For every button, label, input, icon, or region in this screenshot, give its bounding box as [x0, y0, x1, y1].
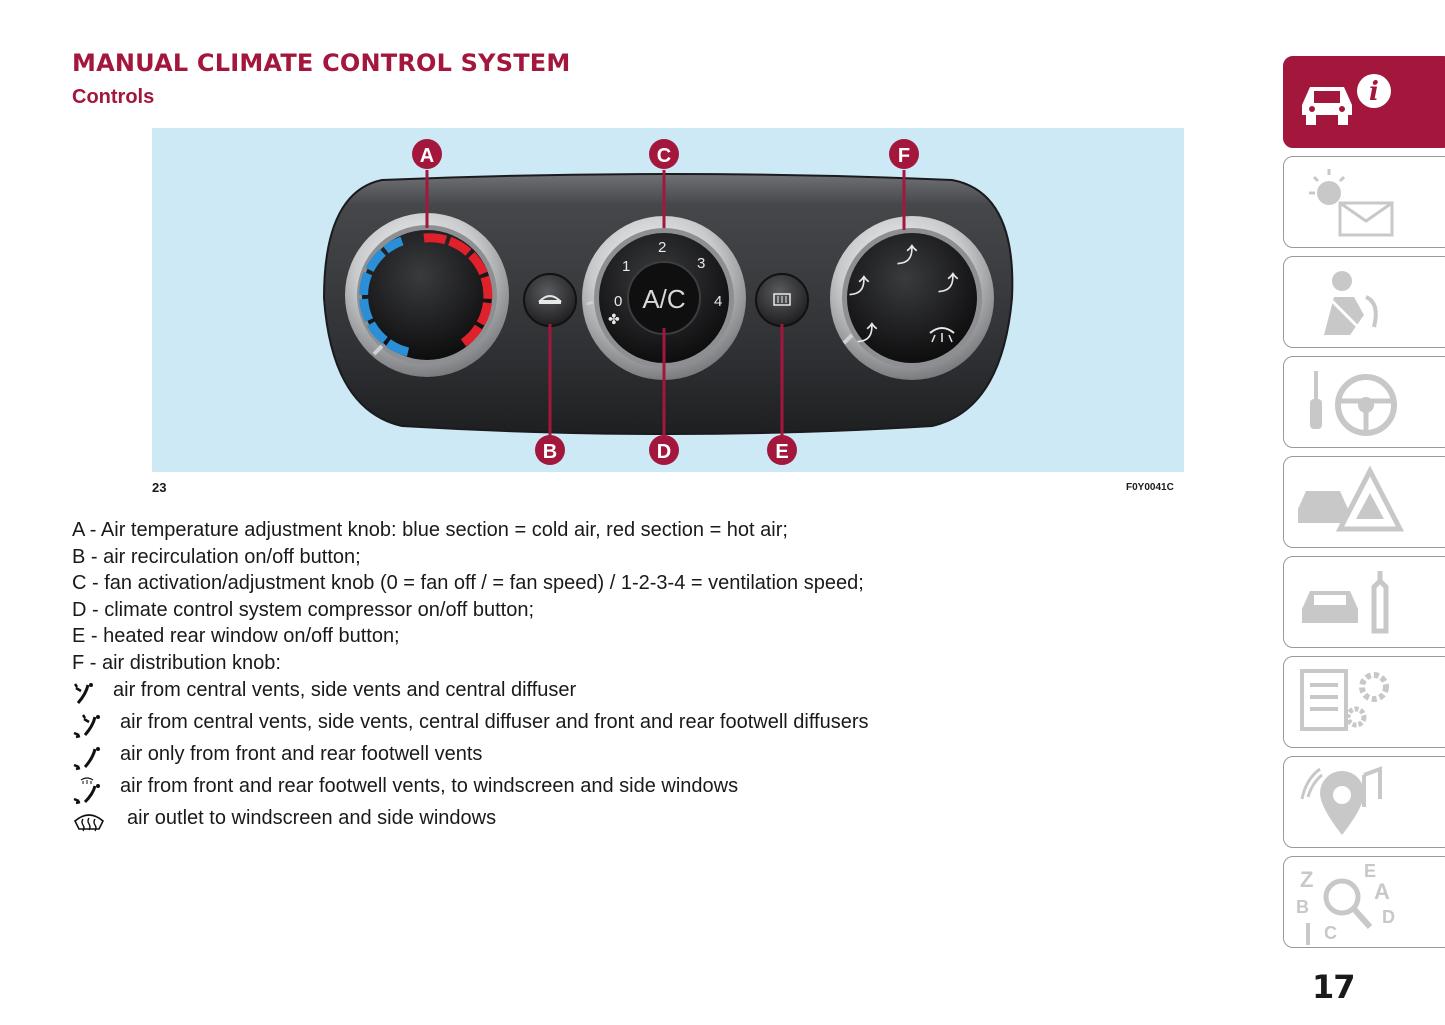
index-icon: [1284, 857, 1414, 949]
distribution-mode-text: air from central vents, side vents, central diffuser and front and rear footwell diffusers: [120, 711, 869, 733]
description-list: [72, 517, 864, 677]
tab-lights-messages[interactable]: [1283, 156, 1445, 248]
maintenance-icon: [1284, 557, 1414, 649]
description-item: B - air recirculation on/off button;: [72, 545, 361, 568]
windscreen-defrost-icon: [72, 809, 106, 835]
tab-emergency[interactable]: [1283, 456, 1445, 548]
distribution-mode-text: air only from front and rear footwell vents: [120, 743, 483, 765]
description-item: A - Air temperature adjustment knob: blue section = cold air, red section = hot air;: [72, 519, 788, 541]
safety-airbag-icon: [1284, 257, 1414, 349]
lights-messages-icon: [1284, 157, 1414, 249]
description-item: D - climate control system compressor on/off button;: [72, 598, 535, 621]
callout-c: [649, 139, 679, 169]
callout-d: [649, 435, 679, 465]
svg-text:F: F: [897, 145, 911, 167]
svg-text:A: A: [1374, 879, 1390, 904]
figure-number: 23: [152, 480, 167, 495]
distribution-mode-text: air outlet to windscreen and side windows: [127, 807, 497, 829]
tab-index[interactable]: [1283, 856, 1445, 948]
callout-a: [412, 139, 442, 169]
tab-multimedia[interactable]: [1283, 756, 1445, 848]
page-number: 17: [1312, 968, 1355, 1006]
svg-text:E: E: [1364, 861, 1377, 881]
vent-central-icon: [72, 681, 96, 707]
distribution-mode-item: [72, 743, 972, 773]
starting-driving-icon: [1284, 357, 1414, 449]
distribution-mode-item: [72, 807, 972, 837]
air-distribution-knob[interactable]: [830, 216, 994, 380]
tab-starting-driving[interactable]: [1283, 356, 1445, 448]
car-info-icon: [1284, 57, 1414, 149]
section-subtitle: Controls: [72, 86, 155, 108]
svg-text:B: B: [542, 441, 558, 463]
tab-technical-data[interactable]: [1283, 656, 1445, 748]
svg-text:B: B: [1296, 897, 1309, 917]
distribution-mode-text: air from front and rear footwell vents, to windscreen and side windows: [120, 775, 739, 797]
svg-text:i: i: [1369, 77, 1379, 107]
ac-label: A/C: [642, 284, 686, 314]
distribution-mode-item: [72, 679, 972, 709]
svg-text:A: A: [419, 145, 435, 167]
svg-text:D: D: [1382, 907, 1395, 927]
svg-text:⤴: ⤴: [849, 276, 869, 298]
description-item: F - air distribution knob:: [72, 651, 281, 674]
speed-label-0: 0: [614, 293, 623, 310]
footwell-icon: [72, 745, 102, 771]
callout-f: [889, 139, 919, 169]
svg-text:Z: Z: [1300, 867, 1314, 892]
multimedia-icon: [1284, 757, 1414, 849]
callout-e: [767, 435, 797, 465]
figure-code: F0Y0041C: [1126, 482, 1174, 493]
heated-rear-window-button[interactable]: [756, 274, 808, 326]
description-item: E - heated rear window on/off button;: [72, 625, 400, 648]
emergency-icon: [1284, 457, 1414, 549]
distribution-mode-item: [72, 711, 972, 741]
description-item: C - fan activation/adjustment knob (0 = fan off / = fan speed) / 1-2-3-4 = ventilation speed;: [72, 572, 864, 595]
svg-text:⤴: ⤴: [857, 323, 877, 345]
svg-text:D: D: [656, 441, 672, 463]
speed-label-2: 2: [658, 239, 667, 256]
speed-label-3: 3: [697, 255, 706, 272]
tab-safety[interactable]: [1283, 256, 1445, 348]
speed-label-1: 1: [622, 258, 631, 275]
temperature-knob[interactable]: [345, 213, 509, 377]
distribution-mode-item: [72, 775, 972, 805]
speed-label-4: 4: [714, 293, 723, 310]
fan-icon: ✤: [608, 311, 620, 327]
svg-text:E: E: [775, 441, 789, 463]
vent-central-footwell-icon: [72, 713, 102, 739]
footwell-windscreen-icon: [72, 777, 102, 805]
svg-text:C: C: [1324, 923, 1337, 943]
section-title: MANUAL CLIMATE CONTROL SYSTEM: [72, 49, 571, 77]
callout-b: [535, 435, 565, 465]
svg-text:⤴: ⤴: [938, 273, 958, 295]
technical-data-icon: [1284, 657, 1414, 749]
recirculation-button[interactable]: [524, 274, 576, 326]
svg-text:C: C: [656, 145, 672, 167]
tab-car-info[interactable]: [1283, 56, 1445, 148]
climate-control-figure: [152, 128, 1184, 472]
distribution-mode-text: air from central vents, side vents and central diffuser: [113, 679, 577, 701]
tab-maintenance[interactable]: [1283, 556, 1445, 648]
svg-text:⤴: ⤴: [897, 245, 917, 267]
